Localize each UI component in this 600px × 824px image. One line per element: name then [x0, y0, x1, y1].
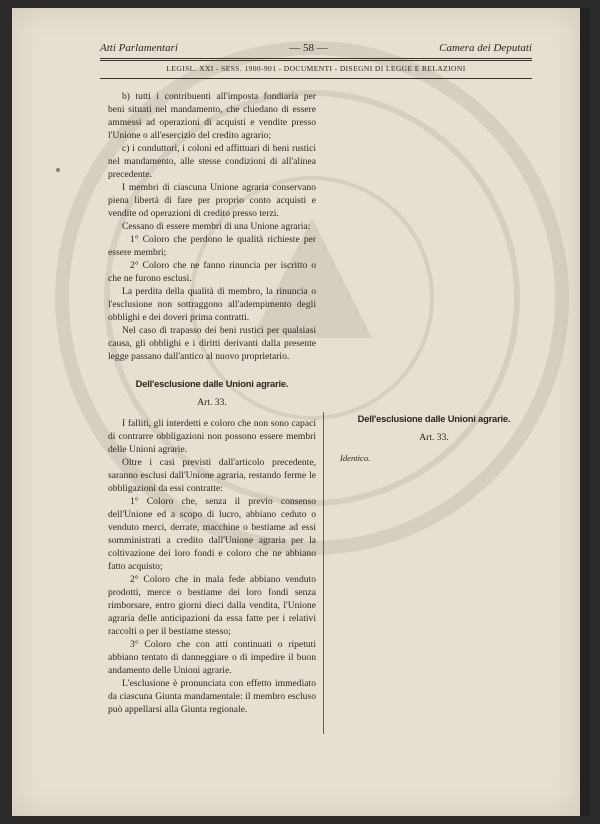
left-column	[108, 90, 316, 716]
paragraph: I membri di ciascuna Unione agraria conservano piena libertà di fare per proprio conto acquisti e vendite od operazioni di credito presso terzi.	[108, 182, 316, 219]
header-left: Atti Parlamentari	[100, 42, 178, 54]
paragraph: I falliti, gli interdetti e coloro che non sono capaci di contrarre obbligazioni non possono essere membri delle Unioni agrarie.	[108, 418, 316, 455]
identical-note: Identico.	[340, 453, 371, 463]
paragraph: Oltre i casi previsti dall'articolo precedente, saranno esclusi dall'Unione agraria, restando ferme le obbligazioni da essi contratte:	[108, 457, 316, 494]
paragraph: 1° Coloro che perdono le qualità richieste per essere membri;	[108, 234, 316, 258]
header-subtitle: LEGISL. XXI - SESS. 1900-901 - DOCUMENTI - DISEGNI DI LEGGE E RELAZIONI	[166, 64, 466, 73]
paragraph: b) tutti i contribuenti all'imposta fondiaria per beni situati nel mandamento, che chiedano di essere ammessi ad operazioni di acquisti e vendite presso l'Unione o all'esercizio del credito agrario;	[108, 91, 316, 141]
paragraph: c) i conduttori, i coloni ed affittuari di beni rustici nel mandamento, alle stesse condizioni di all'alinea precedente.	[108, 143, 316, 180]
paragraph: 1° Coloro che, senza il previo consenso dell'Unione ed a scopo di lucro, abbiano ceduto o venduto merci, derrate, macchine o bestiame ad essi somministrati a credito dall'Unione agraria per la coltivazione dei loro fondi e coloro che ne abbiano fatto acquisto;	[108, 496, 316, 572]
page-number: — 58 —	[289, 42, 328, 54]
column-divider	[323, 412, 324, 734]
section-title: Dell'esclusione dalle Unioni agrarie.	[135, 378, 289, 389]
paragraph: Nel caso di trapasso dei beni rustici per qualsiasi causa, gli obblighi e i diritti derivanti dalla presente legge passano dall'antico al nuovo proprietario.	[108, 325, 316, 362]
header-rule	[100, 78, 532, 79]
paragraph: 2° Coloro che ne fanno rinuncia per iscritto o che ne furono esclusi.	[108, 260, 316, 284]
header-right: Camera dei Deputati	[439, 42, 532, 54]
paragraph: Cessano di essere membri di una Unione agraria:	[122, 221, 311, 232]
running-header	[100, 42, 532, 54]
paragraph: L'esclusione è pronunciata con effetto immediato da ciascuna Giunta mandamentale: il membro escluso può appellarsi alla Giunta regionale.	[108, 678, 316, 715]
margin-mark	[56, 168, 60, 172]
paragraph: 3° Coloro che con atti continuati o ripetuti abbiano tentato di danneggiare o di impedire il buon andamento delle Unioni agrarie.	[108, 639, 316, 676]
paragraph: La perdita della qualità di membro, la rinuncia o l'esclusione non sottraggono all'adempimento degli obblighi e dei doveri prima contratti.	[108, 286, 316, 323]
header-rule	[100, 58, 532, 59]
header-rule	[100, 60, 532, 61]
section-title: Dell'esclusione dalle Unioni agrarie.	[357, 413, 511, 424]
right-column	[336, 412, 532, 465]
article-number: Art. 33.	[197, 397, 227, 408]
paragraph: 2° Coloro che in mala fede abbiano venduto prodotti, merce o bestiame dei loro fondi senza rimborsare, entro giorni dieci dalla vendita, l'Unione agraria delle anticipazioni da essa fatte per i relativi raccolti o per il bestiame stesso;	[108, 574, 316, 637]
article-number: Art. 33.	[419, 432, 449, 443]
